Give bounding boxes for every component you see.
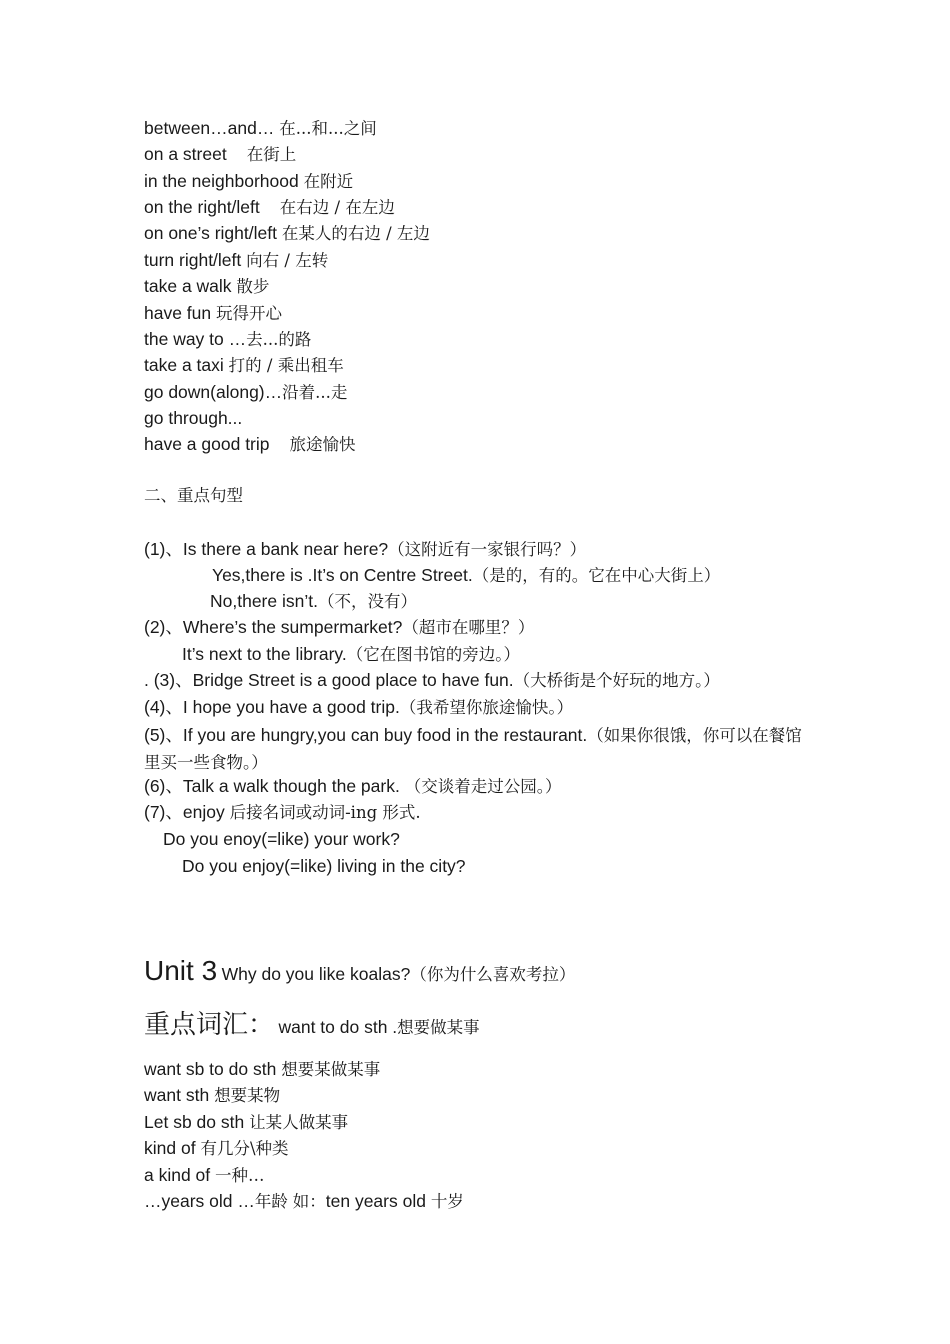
- sentence-line: [144, 696, 573, 719]
- vocab-first-zh: 想要做某事: [397, 1018, 480, 1037]
- phrase-en: take a walk: [144, 276, 232, 296]
- sentence-zh: （超市在哪里？）: [402, 618, 535, 637]
- phrase-line: [144, 117, 377, 140]
- phrase-en: on a street: [144, 144, 227, 164]
- sentence-zh: （是的，有的。它在中心大街上）: [472, 566, 721, 585]
- vocab-en: Let sb do sth: [144, 1112, 245, 1132]
- sentence-line: [210, 590, 417, 613]
- phrase-zh: 在右边 / 在左边: [279, 198, 395, 217]
- vocab-line: [144, 1137, 289, 1160]
- age-example-en: ten years old: [325, 1191, 426, 1211]
- sentence-line: [182, 855, 466, 877]
- phrase-en: the way to …: [144, 329, 247, 349]
- sentence-en: Do you enoy(=like) your work?: [163, 829, 400, 849]
- phrase-zh: 旅途愉快: [289, 435, 356, 454]
- phrase-zh: 在...和...之间: [279, 119, 377, 138]
- vocab-en: a kind of: [144, 1165, 211, 1185]
- sentence-line: [144, 669, 720, 692]
- phrase-en: between…and…: [144, 118, 275, 138]
- phrase-zh: 向右 / 左转: [246, 251, 329, 270]
- sentence-zh: （如果你很饿，你可以在餐馆里买一些食物。）: [144, 726, 802, 772]
- sentence-zh: 后接名词或动词-ing 形式.: [229, 803, 421, 822]
- sentence-line: [144, 801, 421, 824]
- sentence-zh: （我希望你旅途愉快。）: [399, 698, 574, 717]
- phrase-zh: 散步: [236, 277, 270, 296]
- phrase-en: on one’s right/left: [144, 223, 277, 243]
- phrase-line: [144, 170, 353, 193]
- sentence-zh: （不，没有）: [317, 592, 417, 611]
- sentence-line: [212, 564, 720, 587]
- sentence-line: [144, 775, 561, 798]
- sentence-en: (7)、enjoy: [144, 802, 225, 822]
- sentence-zh: （大桥街是个好玩的地方。）: [513, 671, 720, 690]
- vocab-line: [144, 1084, 280, 1107]
- sentence-line: [163, 828, 400, 850]
- sentence-en: (1)、Is there a bank near here?: [144, 539, 389, 559]
- section-heading: 二、重点句型: [144, 486, 243, 505]
- phrase-line: [144, 249, 328, 272]
- age-example-zh: 十岁: [430, 1192, 464, 1211]
- phrase-en: turn right/left: [144, 250, 242, 270]
- phrase-en: go down(along)…: [144, 382, 283, 402]
- unit-title: [144, 955, 575, 987]
- vocab-line: [144, 1058, 380, 1081]
- phrase-en: take a taxi: [144, 355, 224, 375]
- phrase-zh: 在附近: [303, 172, 354, 191]
- phrase-en: have fun: [144, 303, 212, 323]
- sentence-line: [144, 616, 534, 639]
- phrase-line: [144, 407, 242, 429]
- sentence-en: (2)、Where’s the sumpermarket?: [144, 617, 403, 637]
- phrase-line: [144, 433, 356, 456]
- phrase-zh: 在某人的右边 / 左边: [281, 224, 430, 243]
- sentence-zh: （交谈着走过公园。）: [404, 777, 562, 796]
- phrase-line: [144, 275, 269, 298]
- sentence-en: Do you enjoy(=like) living in the city?: [182, 856, 466, 876]
- age-example-label: 如：: [292, 1192, 326, 1211]
- vocab-zh: 有几分\种类: [200, 1139, 289, 1158]
- vocab-zh: 想要某物: [214, 1086, 281, 1105]
- sentence-zh: （它在图书馆的旁边。）: [346, 645, 520, 664]
- sentence-en: . (3)、Bridge Street is a good place to have fun.: [144, 670, 514, 690]
- phrase-zh: 玩得开心: [216, 304, 283, 323]
- phrase-line: [144, 143, 296, 166]
- phrase-zh: 沿着...走: [282, 383, 348, 402]
- age-zh: 年龄: [254, 1192, 288, 1211]
- vocab-en: kind of: [144, 1138, 196, 1158]
- phrase-line: [144, 381, 347, 404]
- sentence-zh: （这附近有一家银行吗？）: [388, 540, 587, 559]
- unit-subtitle-zh: （你为什么喜欢考拉）: [410, 965, 576, 984]
- sentence-en: It’s next to the library.: [182, 644, 347, 664]
- vocab-line: [144, 1164, 265, 1187]
- phrase-line: [144, 328, 311, 351]
- vocab-en: want sth: [144, 1085, 210, 1105]
- sentence-en: (5)、If you are hungry,you can buy food in the restaurant.: [144, 725, 588, 745]
- sentence-line: [144, 722, 804, 776]
- phrase-en: have a good trip: [144, 434, 270, 454]
- phrase-zh: 去...的路: [246, 330, 312, 349]
- age-en: …years old …: [144, 1191, 255, 1211]
- phrase-en: go through...: [144, 408, 243, 428]
- sentence-en: Yes,there is .It’s on Centre Street.: [212, 565, 473, 585]
- phrase-line: [144, 354, 344, 377]
- sentence-en: (6)、Talk a walk though the park.: [144, 776, 400, 796]
- phrase-en: on the right/left: [144, 197, 260, 217]
- vocab-line: [144, 1111, 348, 1134]
- vocab-heading: [144, 1004, 480, 1041]
- vocab-zh: 想要某做某事: [281, 1060, 381, 1079]
- phrase-line: [144, 222, 430, 245]
- vocab-first-en: want to do sth .: [278, 1017, 398, 1037]
- phrase-line: [144, 302, 282, 325]
- phrase-en: in the neighborhood: [144, 171, 299, 191]
- vocab-zh: 一种…: [215, 1166, 265, 1185]
- unit-number: Unit 3: [144, 955, 218, 986]
- vocab-en: want sb to do sth: [144, 1059, 277, 1079]
- sentence-en: No,there isn’t.: [210, 591, 318, 611]
- vocab-zh: 让某人做某事: [249, 1113, 349, 1132]
- unit-subtitle: Why do you like koalas?: [221, 964, 411, 984]
- sentence-line: [144, 538, 586, 561]
- phrase-zh: 打的 / 乘出租车: [228, 356, 344, 375]
- vocab-line: [144, 1190, 464, 1213]
- sentence-line: [182, 643, 520, 666]
- phrase-line: [144, 196, 395, 219]
- sentence-en: (4)、I hope you have a good trip.: [144, 697, 400, 717]
- vocab-heading-label: 重点词汇：: [144, 1010, 275, 1040]
- phrase-zh: 在街上: [246, 145, 297, 164]
